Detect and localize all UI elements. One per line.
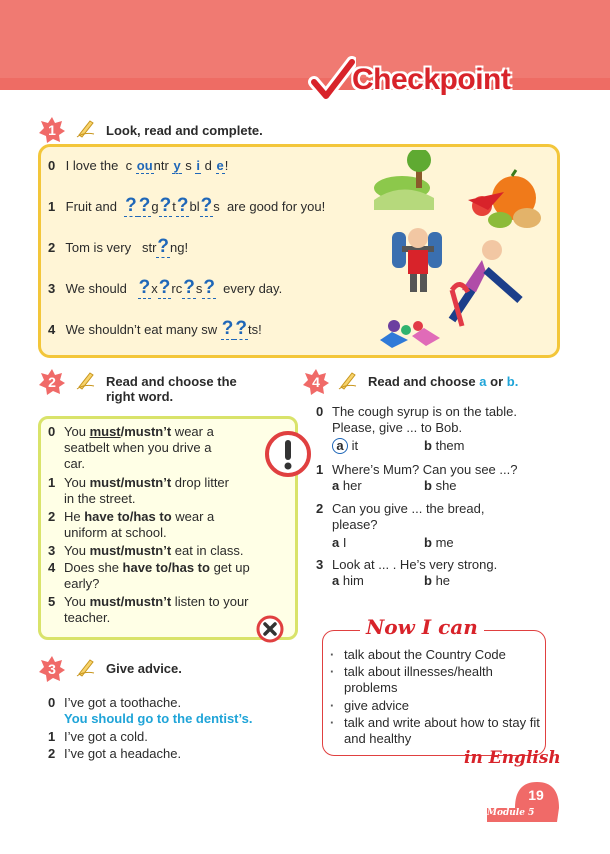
- s4-item-0-opt-a[interactable]: a it: [332, 438, 358, 454]
- s2-item-2: 2 He have to/has to wear a uniform at school.: [48, 509, 215, 540]
- in-english-label: in English: [464, 748, 561, 768]
- s3-item-1: 1 I’ve got a cold.: [48, 729, 148, 744]
- now-i-can-item: · talk about illnesses/health problems: [330, 664, 540, 696]
- pencil-icon: [76, 370, 96, 390]
- section-2-instruction: Read and choose the right word.: [106, 374, 237, 404]
- s1-item-1: 1 Fruit and ? ?g?t?bl?s are good for you!: [48, 195, 326, 216]
- s4-item-1-opt-a[interactable]: a her: [332, 478, 362, 493]
- pencil-icon: [76, 657, 96, 677]
- pencil-icon: [338, 370, 358, 390]
- s4-item-3-opt-a[interactable]: a him: [332, 573, 364, 588]
- section-4-instruction: Read and choose a or b.: [368, 374, 519, 389]
- s4-item-3: 3 Look at ... . He’s very strong.: [316, 557, 498, 572]
- now-i-can-title: Now I can: [360, 615, 484, 639]
- s2-item-5: 5 You must/mustn’t listen to your teacher.: [48, 594, 249, 625]
- exercise-illustration: [372, 150, 552, 350]
- section-3-badge: 3: [38, 655, 66, 683]
- s4-item-1: 1 Where’s Mum? Can you see ...?: [316, 462, 518, 477]
- s1-item-2: 2 Tom is very str?ng!: [48, 236, 189, 257]
- section-3-instruction: Give advice.: [106, 661, 182, 676]
- s1-item-3: 3 We should ?x?rc?s? every day.: [48, 277, 283, 298]
- now-i-can-item: · talk and write about how to stay fit and healthy: [330, 715, 540, 747]
- checkmark-icon: [308, 56, 356, 104]
- s3-item-0: 0 I’ve got a toothache.: [48, 695, 182, 710]
- section-1-badge: 1: [38, 116, 66, 144]
- s3-example-answer: You should go to the dentist’s.: [64, 711, 253, 726]
- s1-item-4: 4 We shouldn’t eat many sw ? ?ts!: [48, 318, 262, 339]
- s4-item-2-opt-a[interactable]: a I: [332, 535, 347, 550]
- s2-item-1: 1 You must/mustn’t drop litter in the street.: [48, 475, 229, 506]
- section-4-badge: 4: [302, 368, 330, 396]
- page-title: Checkpoint: [320, 60, 560, 102]
- s4-item-2: 2 Can you give ... the bread, please?: [316, 501, 485, 532]
- section-2-badge: 2: [38, 368, 66, 396]
- s4-item-2-opt-b[interactable]: b me: [424, 535, 454, 550]
- now-i-can-item: · give advice: [330, 698, 540, 714]
- s2-item-0: 0 You must/mustn’t wear a seatbelt when you drive a car.: [48, 424, 214, 471]
- s1-item-0: 0 I love the c ountr y s i d e!: [48, 158, 229, 173]
- s4-item-0-opt-b[interactable]: b them: [424, 438, 465, 453]
- s3-item-2: 2 I’ve got a headache.: [48, 746, 182, 761]
- pencil-icon: [76, 118, 96, 138]
- page-number-badge: 19 Module 5: [487, 778, 563, 826]
- s4-item-0: 0 The cough syrup is on the table. Please, give ... to Bob.: [316, 404, 518, 435]
- s2-item-4: 4 Does she have to/has to get up early?: [48, 560, 250, 591]
- s4-item-3-opt-b[interactable]: b he: [424, 573, 451, 588]
- now-i-can-item: · talk about the Country Code: [330, 647, 540, 663]
- section-1-instruction: Look, read and complete.: [106, 123, 263, 138]
- s4-item-1-opt-b[interactable]: b she: [424, 478, 457, 493]
- s2-item-3: 3 You must/mustn’t eat in class.: [48, 543, 244, 558]
